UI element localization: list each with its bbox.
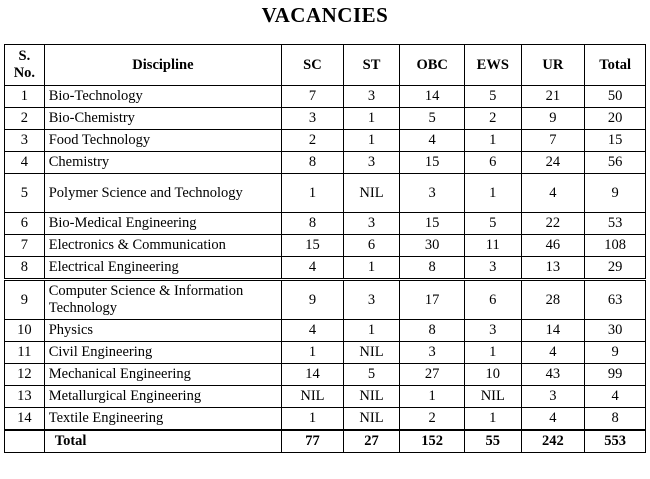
header-ur: UR: [521, 45, 585, 86]
cell-total: 9: [585, 342, 646, 364]
header-ews: EWS: [465, 45, 521, 86]
cell-ews: 1: [465, 408, 521, 431]
cell-total: 9: [585, 174, 646, 213]
cell-ur: 14: [521, 320, 585, 342]
cell-ur: 4: [521, 408, 585, 431]
cell-total: 29: [585, 257, 646, 280]
cell-discipline: Electronics & Communication: [44, 235, 281, 257]
cell-ur: 22: [521, 213, 585, 235]
cell-st: NIL: [343, 342, 399, 364]
cell-sc: 4: [282, 320, 344, 342]
header-sc: SC: [282, 45, 344, 86]
cell-obc: 5: [400, 108, 465, 130]
cell-discipline: Textile Engineering: [44, 408, 281, 431]
table-row: [5, 342, 646, 364]
cell-ur: 9: [521, 108, 585, 130]
cell-sno: 1: [5, 86, 45, 108]
table-row: [5, 257, 646, 280]
cell-sno: 4: [5, 152, 45, 174]
cell-total: 108: [585, 235, 646, 257]
cell-ews: 1: [465, 342, 521, 364]
totals-row: [5, 430, 646, 453]
cell-sc: 14: [282, 364, 344, 386]
table-row: [5, 386, 646, 408]
cell-st: 3: [343, 213, 399, 235]
total-obc: 152: [400, 430, 465, 453]
cell-sno: 5: [5, 174, 45, 213]
cell-sno: 3: [5, 130, 45, 152]
total-ur: 242: [521, 430, 585, 453]
cell-obc: 8: [400, 257, 465, 280]
cell-obc: 14: [400, 86, 465, 108]
cell-total: 99: [585, 364, 646, 386]
cell-total: 50: [585, 86, 646, 108]
cell-ews: 10: [465, 364, 521, 386]
cell-total: 53: [585, 213, 646, 235]
cell-ur: 28: [521, 280, 585, 320]
page-title: VACANCIES: [261, 3, 389, 27]
cell-discipline: Chemistry: [44, 152, 281, 174]
cell-ews: 2: [465, 108, 521, 130]
cell-ews: 6: [465, 152, 521, 174]
cell-st: NIL: [343, 386, 399, 408]
cell-ur: 21: [521, 86, 585, 108]
cell-sno: 11: [5, 342, 45, 364]
cell-sc: NIL: [282, 386, 344, 408]
cell-ews: 5: [465, 213, 521, 235]
cell-total: 15: [585, 130, 646, 152]
cell-ur: 4: [521, 174, 585, 213]
cell-ur: 24: [521, 152, 585, 174]
cell-ur: 3: [521, 386, 585, 408]
cell-obc: 3: [400, 174, 465, 213]
cell-obc: 1: [400, 386, 465, 408]
cell-sno: 6: [5, 213, 45, 235]
cell-ews: 3: [465, 320, 521, 342]
cell-sno: 14: [5, 408, 45, 431]
table-row: [5, 86, 646, 108]
cell-obc: 3: [400, 342, 465, 364]
cell-sno: 12: [5, 364, 45, 386]
cell-discipline: Food Technology: [44, 130, 281, 152]
cell-sc: 7: [282, 86, 344, 108]
cell-sc: 8: [282, 152, 344, 174]
table-row: [5, 130, 646, 152]
cell-st: 6: [343, 235, 399, 257]
cell-ews: 5: [465, 86, 521, 108]
cell-sno: 9: [5, 280, 45, 320]
header-total: Total: [585, 45, 646, 86]
cell-ur: 13: [521, 257, 585, 280]
cell-discipline: Mechanical Engineering: [44, 364, 281, 386]
cell-obc: 30: [400, 235, 465, 257]
cell-st: 1: [343, 320, 399, 342]
cell-st: 1: [343, 108, 399, 130]
cell-total: 8: [585, 408, 646, 431]
table-row: [5, 408, 646, 431]
cell-obc: 15: [400, 152, 465, 174]
cell-obc: 8: [400, 320, 465, 342]
cell-st: 3: [343, 86, 399, 108]
cell-total: 30: [585, 320, 646, 342]
header-sno: S. No.: [5, 45, 45, 86]
cell-ews: 1: [465, 130, 521, 152]
vacancies-table: [4, 44, 646, 453]
cell-discipline: Bio-Medical Engineering: [44, 213, 281, 235]
cell-ur: 46: [521, 235, 585, 257]
cell-sc: 1: [282, 408, 344, 431]
cell-obc: 17: [400, 280, 465, 320]
cell-obc: 2: [400, 408, 465, 431]
cell-st: 3: [343, 280, 399, 320]
totals-label: Total: [44, 430, 281, 453]
cell-sc: 3: [282, 108, 344, 130]
cell-st: 3: [343, 152, 399, 174]
cell-ur: 4: [521, 342, 585, 364]
cell-st: 1: [343, 130, 399, 152]
cell-discipline: Polymer Science and Technology: [44, 174, 281, 213]
cell-sno-empty: [5, 430, 45, 453]
table-row: [5, 280, 646, 320]
cell-discipline: Metallurgical Engineering: [44, 386, 281, 408]
cell-discipline: Bio-Chemistry: [44, 108, 281, 130]
table-row: [5, 174, 646, 213]
cell-st: 5: [343, 364, 399, 386]
cell-discipline: Civil Engineering: [44, 342, 281, 364]
cell-sc: 9: [282, 280, 344, 320]
total-st: 27: [343, 430, 399, 453]
total-ews: 55: [465, 430, 521, 453]
cell-discipline: Computer Science & Information Technology: [44, 280, 281, 320]
cell-ur: 43: [521, 364, 585, 386]
cell-sno: 10: [5, 320, 45, 342]
cell-sno: 8: [5, 257, 45, 280]
total-sc: 77: [282, 430, 344, 453]
cell-sc: 1: [282, 342, 344, 364]
table-row: [5, 108, 646, 130]
cell-obc: 27: [400, 364, 465, 386]
cell-ews: 1: [465, 174, 521, 213]
cell-st: 1: [343, 257, 399, 280]
table-row: [5, 152, 646, 174]
header-obc: OBC: [400, 45, 465, 86]
cell-sc: 15: [282, 235, 344, 257]
cell-ews: 6: [465, 280, 521, 320]
cell-sc: 4: [282, 257, 344, 280]
cell-obc: 4: [400, 130, 465, 152]
cell-ews: 3: [465, 257, 521, 280]
header-discipline: Discipline: [44, 45, 281, 86]
total-grand: 553: [585, 430, 646, 453]
cell-total: 20: [585, 108, 646, 130]
cell-sno: 7: [5, 235, 45, 257]
table-row: [5, 364, 646, 386]
cell-total: 56: [585, 152, 646, 174]
cell-discipline: Bio-Technology: [44, 86, 281, 108]
cell-sno: 13: [5, 386, 45, 408]
cell-st: NIL: [343, 174, 399, 213]
cell-st: NIL: [343, 408, 399, 431]
table-row: [5, 235, 646, 257]
cell-ur: 7: [521, 130, 585, 152]
cell-sno: 2: [5, 108, 45, 130]
cell-sc: 1: [282, 174, 344, 213]
cell-total: 4: [585, 386, 646, 408]
cell-sc: 8: [282, 213, 344, 235]
header-row: [5, 45, 646, 86]
cell-sc: 2: [282, 130, 344, 152]
cell-ews: NIL: [465, 386, 521, 408]
cell-ews: 11: [465, 235, 521, 257]
cell-obc: 15: [400, 213, 465, 235]
cell-discipline: Physics: [44, 320, 281, 342]
table-row: [5, 213, 646, 235]
cell-discipline: Electrical Engineering: [44, 257, 281, 280]
cell-total: 63: [585, 280, 646, 320]
header-st: ST: [343, 45, 399, 86]
table-row: [5, 320, 646, 342]
